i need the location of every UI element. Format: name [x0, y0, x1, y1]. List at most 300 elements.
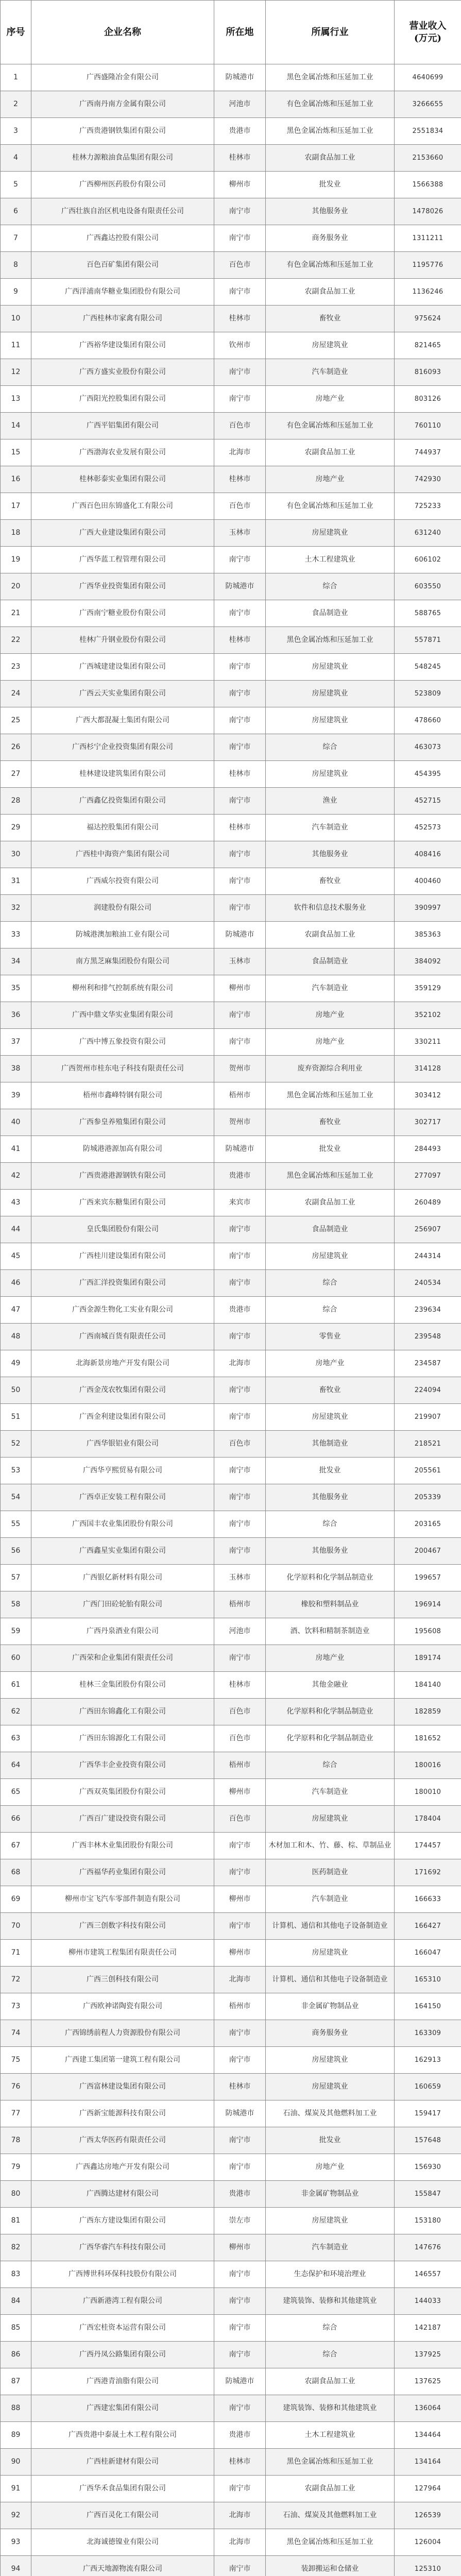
table-row — [1, 2288, 461, 2315]
cell-rank: 94 — [1, 2556, 31, 2576]
table-body — [1, 64, 461, 2576]
cell-industry: 房屋建筑业 — [266, 1243, 395, 1270]
cell-company-name: 广西南宁糖业股份有限公司 — [31, 600, 214, 627]
cell-company-name: 广西新宝能源科技有限公司 — [31, 2100, 214, 2127]
cell-revenue: 127964 — [395, 2476, 461, 2502]
cell-company-name: 润建股份有限公司 — [31, 895, 214, 922]
cell-industry: 有色金属冶炼和压延加工业 — [266, 413, 395, 439]
cell-revenue: 352102 — [395, 1002, 461, 1029]
cell-revenue: 742930 — [395, 466, 461, 493]
cell-industry: 土木工程建筑业 — [266, 547, 395, 573]
cell-company-name: 广西鑫星实业集团有限公司 — [31, 1538, 214, 1565]
cell-industry: 综合 — [266, 1270, 395, 1297]
cell-revenue: 975624 — [395, 306, 461, 332]
cell-location: 南宁市 — [214, 1377, 266, 1404]
cell-company-name: 广西中鼎文华实业集团有限公司 — [31, 1002, 214, 1029]
cell-location: 南宁市 — [214, 198, 266, 225]
cell-revenue: 181652 — [395, 1725, 461, 1752]
cell-revenue: 1136246 — [395, 279, 461, 306]
table-row — [1, 1484, 461, 1511]
cell-company-name: 广西桂新建材有限公司 — [31, 2449, 214, 2476]
cell-location: 桂林市 — [214, 306, 266, 332]
cell-company-name: 广西华业投资集团有限公司 — [31, 573, 214, 600]
cell-company-name: 广西福华药业集团有限公司 — [31, 1859, 214, 1886]
table-row — [1, 1216, 461, 1243]
table-row — [1, 225, 461, 252]
cell-industry: 批发业 — [266, 172, 395, 198]
cell-location: 河池市 — [214, 91, 266, 118]
cell-revenue: 631240 — [395, 520, 461, 547]
cell-industry: 汽车制造业 — [266, 815, 395, 841]
table-row — [1, 815, 461, 841]
cell-location: 梧州市 — [214, 1993, 266, 2020]
cell-revenue: 234587 — [395, 1350, 461, 1377]
table-row — [1, 1324, 461, 1350]
cell-company-name: 广西腾达建材有限公司 — [31, 2181, 214, 2208]
cell-location: 钦州市 — [214, 332, 266, 359]
table-row — [1, 2556, 461, 2576]
cell-rank: 12 — [1, 359, 31, 386]
cell-company-name: 北海诚德镍业有限公司 — [31, 2529, 214, 2556]
table-row — [1, 2395, 461, 2422]
cell-location: 南宁市 — [214, 1538, 266, 1565]
cell-location: 北海市 — [214, 1350, 266, 1377]
cell-industry: 批发业 — [266, 2127, 395, 2154]
table-row — [1, 573, 461, 600]
cell-company-name: 广西华蓝工程管理有限公司 — [31, 547, 214, 573]
table-row — [1, 707, 461, 734]
cell-revenue: 163309 — [395, 2020, 461, 2047]
cell-location: 北海市 — [214, 439, 266, 466]
cell-rank: 56 — [1, 1538, 31, 1565]
cell-industry: 木材加工和木、竹、藤、棕、草制品业 — [266, 1833, 395, 1859]
cell-company-name: 广西金源生物化工实业有限公司 — [31, 1297, 214, 1324]
cell-location: 南宁市 — [214, 2315, 266, 2342]
cell-revenue: 218521 — [395, 1431, 461, 1458]
cell-industry: 化学原料和化学制品制造业 — [266, 1565, 395, 1591]
cell-location: 桂林市 — [214, 2074, 266, 2100]
cell-company-name: 广西威尔投资有限公司 — [31, 868, 214, 895]
cell-location: 桂林市 — [214, 145, 266, 172]
cell-location: 北海市 — [214, 2529, 266, 2556]
cell-location: 柳州市 — [214, 975, 266, 1002]
cell-revenue: 384092 — [395, 948, 461, 975]
cell-company-name: 广西港青油脂有限公司 — [31, 2368, 214, 2395]
table-row — [1, 2502, 461, 2529]
cell-location: 梧州市 — [214, 1082, 266, 1109]
cell-industry: 化学原料和化学制品制造业 — [266, 1699, 395, 1725]
cell-company-name: 广西双英集团股份有限公司 — [31, 1779, 214, 1806]
table-row — [1, 2342, 461, 2368]
table-row — [1, 2127, 461, 2154]
cell-industry: 黑色金属冶炼和压延加工业 — [266, 2529, 395, 2556]
cell-location: 百色市 — [214, 252, 266, 279]
cell-company-name: 广西国丰农业集团股份有限公司 — [31, 1511, 214, 1538]
table-row — [1, 2368, 461, 2395]
cell-industry: 其他服务业 — [266, 1484, 395, 1511]
cell-industry: 房屋建筑业 — [266, 1940, 395, 1967]
cell-location: 南宁市 — [214, 359, 266, 386]
cell-company-name: 广西三创科技有限公司 — [31, 1967, 214, 1993]
col-header-company: 企业名称 — [31, 1, 214, 64]
cell-industry: 其他服务业 — [266, 1538, 395, 1565]
cell-location: 河池市 — [214, 1618, 266, 1645]
cell-rank: 61 — [1, 1672, 31, 1699]
cell-revenue: 1478026 — [395, 198, 461, 225]
cell-rank: 30 — [1, 841, 31, 868]
cell-company-name: 广西壮族自治区机电设备有限责任公司 — [31, 198, 214, 225]
cell-location: 桂林市 — [214, 466, 266, 493]
cell-industry: 综合 — [266, 1511, 395, 1538]
cell-revenue: 240534 — [395, 1270, 461, 1297]
cell-company-name: 广西三创数字科技有限公司 — [31, 1913, 214, 1940]
cell-revenue: 760110 — [395, 413, 461, 439]
cell-location: 柳州市 — [214, 1779, 266, 1806]
cell-revenue: 821465 — [395, 332, 461, 359]
cell-location: 南宁市 — [214, 1243, 266, 1270]
table-row — [1, 118, 461, 145]
cell-company-name: 广西大都混凝土集团有限公司 — [31, 707, 214, 734]
cell-rank: 55 — [1, 1511, 31, 1538]
cell-industry: 房地产业 — [266, 2154, 395, 2181]
cell-revenue: 2551834 — [395, 118, 461, 145]
table-row — [1, 600, 461, 627]
cell-revenue: 408416 — [395, 841, 461, 868]
cell-revenue: 166047 — [395, 1940, 461, 1967]
cell-industry: 其他服务业 — [266, 841, 395, 868]
cell-company-name: 广西贵港中泰晟土木工程有限公司 — [31, 2422, 214, 2449]
cell-industry: 农副食品加工业 — [266, 145, 395, 172]
cell-industry: 房地产业 — [266, 1645, 395, 1672]
cell-revenue: 196914 — [395, 1591, 461, 1618]
cell-revenue: 452573 — [395, 815, 461, 841]
table-row — [1, 2449, 461, 2476]
cell-company-name: 广西建工集团第一建筑工程有限公司 — [31, 2047, 214, 2074]
cell-rank: 40 — [1, 1109, 31, 1136]
cell-industry: 非金属矿物制品业 — [266, 2181, 395, 2208]
cell-industry: 橡胶和塑料制品业 — [266, 1591, 395, 1618]
cell-location: 南宁市 — [214, 1270, 266, 1297]
cell-location: 柳州市 — [214, 1940, 266, 1967]
cell-location: 南宁市 — [214, 1859, 266, 1886]
cell-rank: 7 — [1, 225, 31, 252]
table-row — [1, 439, 461, 466]
cell-company-name: 广西云天实业集团有限公司 — [31, 681, 214, 707]
cell-revenue: 171692 — [395, 1859, 461, 1886]
cell-rank: 46 — [1, 1270, 31, 1297]
cell-rank: 13 — [1, 386, 31, 413]
cell-rank: 50 — [1, 1377, 31, 1404]
table-row — [1, 1886, 461, 1913]
cell-rank: 67 — [1, 1833, 31, 1859]
cell-revenue: 314128 — [395, 1056, 461, 1082]
col-header-rank: 序号 — [1, 1, 31, 64]
cell-location: 防城港市 — [214, 64, 266, 91]
cell-industry: 食品制造业 — [266, 1216, 395, 1243]
cell-industry: 房屋建筑业 — [266, 761, 395, 788]
cell-industry: 房屋建筑业 — [266, 681, 395, 707]
cell-revenue: 548245 — [395, 654, 461, 681]
cell-company-name: 广西华丰企业投资有限公司 — [31, 1752, 214, 1779]
cell-company-name: 广西参皇养殖集团有限公司 — [31, 1109, 214, 1136]
cell-location: 来宾市 — [214, 1190, 266, 1216]
cell-revenue: 155847 — [395, 2181, 461, 2208]
cell-location: 南宁市 — [214, 2288, 266, 2315]
table-row — [1, 359, 461, 386]
table-row — [1, 332, 461, 359]
cell-revenue: 4640699 — [395, 64, 461, 91]
cell-company-name: 广西阳光控股集团有限公司 — [31, 386, 214, 413]
cell-location: 南宁市 — [214, 600, 266, 627]
cell-rank: 75 — [1, 2047, 31, 2074]
cell-industry: 汽车制造业 — [266, 359, 395, 386]
cell-company-name: 梧州市鑫峰特钢有限公司 — [31, 1082, 214, 1109]
cell-company-name: 广西金茂农牧集团有限公司 — [31, 1377, 214, 1404]
cell-rank: 48 — [1, 1324, 31, 1350]
cell-company-name: 百色百矿集团有限公司 — [31, 252, 214, 279]
cell-company-name: 广西贺州市桂东电子科技有限责任公司 — [31, 1056, 214, 1082]
cell-location: 南宁市 — [214, 895, 266, 922]
cell-revenue: 134164 — [395, 2449, 461, 2476]
cell-revenue: 142187 — [395, 2315, 461, 2342]
cell-location: 柳州市 — [214, 2234, 266, 2261]
cell-rank: 73 — [1, 1993, 31, 2020]
cell-revenue: 156930 — [395, 2154, 461, 2181]
cell-revenue: 157648 — [395, 2127, 461, 2154]
cell-company-name: 广西鑫达房地产开发有限公司 — [31, 2154, 214, 2181]
cell-location: 南宁市 — [214, 1645, 266, 1672]
cell-location: 南宁市 — [214, 707, 266, 734]
cell-rank: 59 — [1, 1618, 31, 1645]
table-row — [1, 1538, 461, 1565]
cell-revenue: 147676 — [395, 2234, 461, 2261]
cell-industry: 农副食品加工业 — [266, 2476, 395, 2502]
cell-revenue: 284493 — [395, 1136, 461, 1163]
cell-rank: 38 — [1, 1056, 31, 1082]
cell-revenue: 277097 — [395, 1163, 461, 1190]
cell-rank: 10 — [1, 306, 31, 332]
cell-location: 贵港市 — [214, 2422, 266, 2449]
cell-company-name: 广西卓正安装工程有限公司 — [31, 1484, 214, 1511]
cell-revenue: 330211 — [395, 1029, 461, 1056]
cell-location: 贵港市 — [214, 2181, 266, 2208]
cell-revenue: 260489 — [395, 1190, 461, 1216]
cell-company-name: 广西欧神诺陶瓷有限公司 — [31, 1993, 214, 2020]
cell-rank: 42 — [1, 1163, 31, 1190]
cell-rank: 23 — [1, 654, 31, 681]
table-row — [1, 386, 461, 413]
cell-industry: 房屋建筑业 — [266, 520, 395, 547]
cell-location: 防城港市 — [214, 573, 266, 600]
cell-revenue: 3266655 — [395, 91, 461, 118]
cell-company-name: 桂林力源粮油食品集团有限公司 — [31, 145, 214, 172]
cell-rank: 47 — [1, 1297, 31, 1324]
table-row — [1, 413, 461, 439]
cell-company-name: 广西贵港港源钢铁有限公司 — [31, 1163, 214, 1190]
cell-location: 贵港市 — [214, 118, 266, 145]
table-row — [1, 1270, 461, 1297]
table-row — [1, 1752, 461, 1779]
table-row — [1, 734, 461, 761]
cell-company-name: 广西鑫达控股有限公司 — [31, 225, 214, 252]
table-row — [1, 2181, 461, 2208]
cell-industry: 汽车制造业 — [266, 1779, 395, 1806]
cell-revenue: 239548 — [395, 1324, 461, 1350]
cell-revenue: 146557 — [395, 2261, 461, 2288]
cell-industry: 黑色金属冶炼和压延加工业 — [266, 1163, 395, 1190]
cell-company-name: 广西天地源物流有限公司 — [31, 2556, 214, 2576]
cell-rank: 41 — [1, 1136, 31, 1163]
cell-company-name: 广西桂中海资产集团有限公司 — [31, 841, 214, 868]
cell-rank: 84 — [1, 2288, 31, 2315]
cell-revenue: 224094 — [395, 1377, 461, 1404]
cell-rank: 71 — [1, 1940, 31, 1967]
cell-rank: 74 — [1, 2020, 31, 2047]
cell-location: 南宁市 — [214, 2261, 266, 2288]
cell-company-name: 南方黑芝麻集团股份有限公司 — [31, 948, 214, 975]
cell-industry: 房地产业 — [266, 386, 395, 413]
cell-company-name: 广西渤海农业发展有限公司 — [31, 439, 214, 466]
cell-revenue: 195608 — [395, 1618, 461, 1645]
cell-industry: 房屋建筑业 — [266, 2208, 395, 2234]
cell-revenue: 205561 — [395, 1458, 461, 1484]
cell-industry: 综合 — [266, 2315, 395, 2342]
cell-revenue: 557871 — [395, 627, 461, 654]
cell-industry: 计算机、通信和其他电子设备制造业 — [266, 1967, 395, 1993]
cell-location: 桂林市 — [214, 2449, 266, 2476]
cell-rank: 17 — [1, 493, 31, 520]
table-row — [1, 547, 461, 573]
cell-rank: 69 — [1, 1886, 31, 1913]
cell-location: 柳州市 — [214, 172, 266, 198]
cell-company-name: 广西百广建设投资有限公司 — [31, 1806, 214, 1833]
cell-company-name: 柳州市建筑工程集团有限责任公司 — [31, 1940, 214, 1967]
cell-location: 梧州市 — [214, 1591, 266, 1618]
cell-revenue: 126539 — [395, 2502, 461, 2529]
cell-company-name: 广西方盛实业股份有限公司 — [31, 359, 214, 386]
cell-industry: 房屋建筑业 — [266, 1404, 395, 1431]
cell-location: 桂林市 — [214, 1672, 266, 1699]
cell-revenue: 165310 — [395, 1967, 461, 1993]
cell-industry: 有色金属冶炼和压延加工业 — [266, 252, 395, 279]
table-row — [1, 895, 461, 922]
cell-revenue: 359129 — [395, 975, 461, 1002]
cell-location: 百色市 — [214, 1431, 266, 1458]
cell-company-name: 广西裕华建设集团有限公司 — [31, 332, 214, 359]
cell-industry: 房屋建筑业 — [266, 332, 395, 359]
cell-rank: 63 — [1, 1725, 31, 1752]
cell-industry: 畜牧业 — [266, 1377, 395, 1404]
cell-rank: 27 — [1, 761, 31, 788]
cell-location: 防城港市 — [214, 2368, 266, 2395]
table-row — [1, 1591, 461, 1618]
cell-industry: 畜牧业 — [266, 1109, 395, 1136]
cell-location: 南宁市 — [214, 2476, 266, 2502]
cell-industry: 综合 — [266, 1297, 395, 1324]
cell-revenue: 184140 — [395, 1672, 461, 1699]
cell-revenue: 164150 — [395, 1993, 461, 2020]
cell-company-name: 福达控股集团有限公司 — [31, 815, 214, 841]
cell-company-name: 广西百色田东锦盛化工有限公司 — [31, 493, 214, 520]
cell-rank: 70 — [1, 1913, 31, 1940]
cell-revenue: 137625 — [395, 2368, 461, 2395]
cell-industry: 其他制造业 — [266, 1431, 395, 1458]
cell-revenue: 239634 — [395, 1297, 461, 1324]
cell-company-name: 广西盛隆冶金有限公司 — [31, 64, 214, 91]
cell-rank: 5 — [1, 172, 31, 198]
cell-company-name: 广西杉宁企业投资集团有限公司 — [31, 734, 214, 761]
table-row — [1, 2476, 461, 2502]
cell-rank: 34 — [1, 948, 31, 975]
cell-company-name: 广西华禾食品集团有限公司 — [31, 2476, 214, 2502]
cell-industry: 汽车制造业 — [266, 2234, 395, 2261]
table-row — [1, 948, 461, 975]
cell-company-name: 防城港澳加粮油工业有限公司 — [31, 922, 214, 948]
cell-location: 南宁市 — [214, 2556, 266, 2576]
cell-industry: 房地产业 — [266, 1002, 395, 1029]
cell-rank: 3 — [1, 118, 31, 145]
table-row — [1, 1082, 461, 1109]
cell-location: 南宁市 — [214, 1833, 266, 1859]
table-row — [1, 306, 461, 332]
cell-revenue: 390997 — [395, 895, 461, 922]
col-header-revenue: 营业收入 (万元) — [395, 1, 461, 64]
table-row — [1, 1833, 461, 1859]
table-row — [1, 1136, 461, 1163]
cell-rank: 14 — [1, 413, 31, 439]
cell-company-name: 广西桂川建设集团有限公司 — [31, 1243, 214, 1270]
cell-company-name: 广西汇洋投资集团有限公司 — [31, 1270, 214, 1297]
table-row — [1, 868, 461, 895]
cell-rank: 39 — [1, 1082, 31, 1109]
cell-revenue: 199657 — [395, 1565, 461, 1591]
table-row — [1, 145, 461, 172]
cell-industry: 批发业 — [266, 1136, 395, 1163]
cell-revenue: 178404 — [395, 1806, 461, 1833]
cell-revenue: 136064 — [395, 2395, 461, 2422]
cell-company-name: 北海新景房地产开发有限公司 — [31, 1350, 214, 1377]
table-row — [1, 2154, 461, 2181]
table-row — [1, 788, 461, 815]
cell-rank: 90 — [1, 2449, 31, 2476]
cell-industry: 建筑装饰、装修和其他建筑业 — [266, 2395, 395, 2422]
cell-rank: 83 — [1, 2261, 31, 2288]
cell-industry: 其他金融业 — [266, 1672, 395, 1699]
cell-industry: 黑色金属冶炼和压延加工业 — [266, 627, 395, 654]
cell-company-name: 桂林广升钢业股份有限公司 — [31, 627, 214, 654]
cell-company-name: 广西桂林市家禽有限公司 — [31, 306, 214, 332]
table-header-row — [1, 1, 461, 64]
cell-company-name: 广西太华医药有限责任公司 — [31, 2127, 214, 2154]
cell-revenue: 478660 — [395, 707, 461, 734]
table-row — [1, 2208, 461, 2234]
cell-revenue: 182859 — [395, 1699, 461, 1725]
cell-rank: 24 — [1, 681, 31, 707]
cell-industry: 土木工程建筑业 — [266, 2422, 395, 2449]
cell-revenue: 200467 — [395, 1538, 461, 1565]
cell-revenue: 303412 — [395, 1082, 461, 1109]
cell-industry: 有色金属冶炼和压延加工业 — [266, 91, 395, 118]
cell-rank: 18 — [1, 520, 31, 547]
cell-revenue: 385363 — [395, 922, 461, 948]
table-row — [1, 2100, 461, 2127]
cell-industry: 生态保护和环境治理业 — [266, 2261, 395, 2288]
table-row — [1, 1109, 461, 1136]
cell-location: 桂林市 — [214, 761, 266, 788]
cell-industry: 化学原料和化学制品制造业 — [266, 1725, 395, 1752]
cell-location: 桂林市 — [214, 815, 266, 841]
cell-industry: 畜牧业 — [266, 306, 395, 332]
